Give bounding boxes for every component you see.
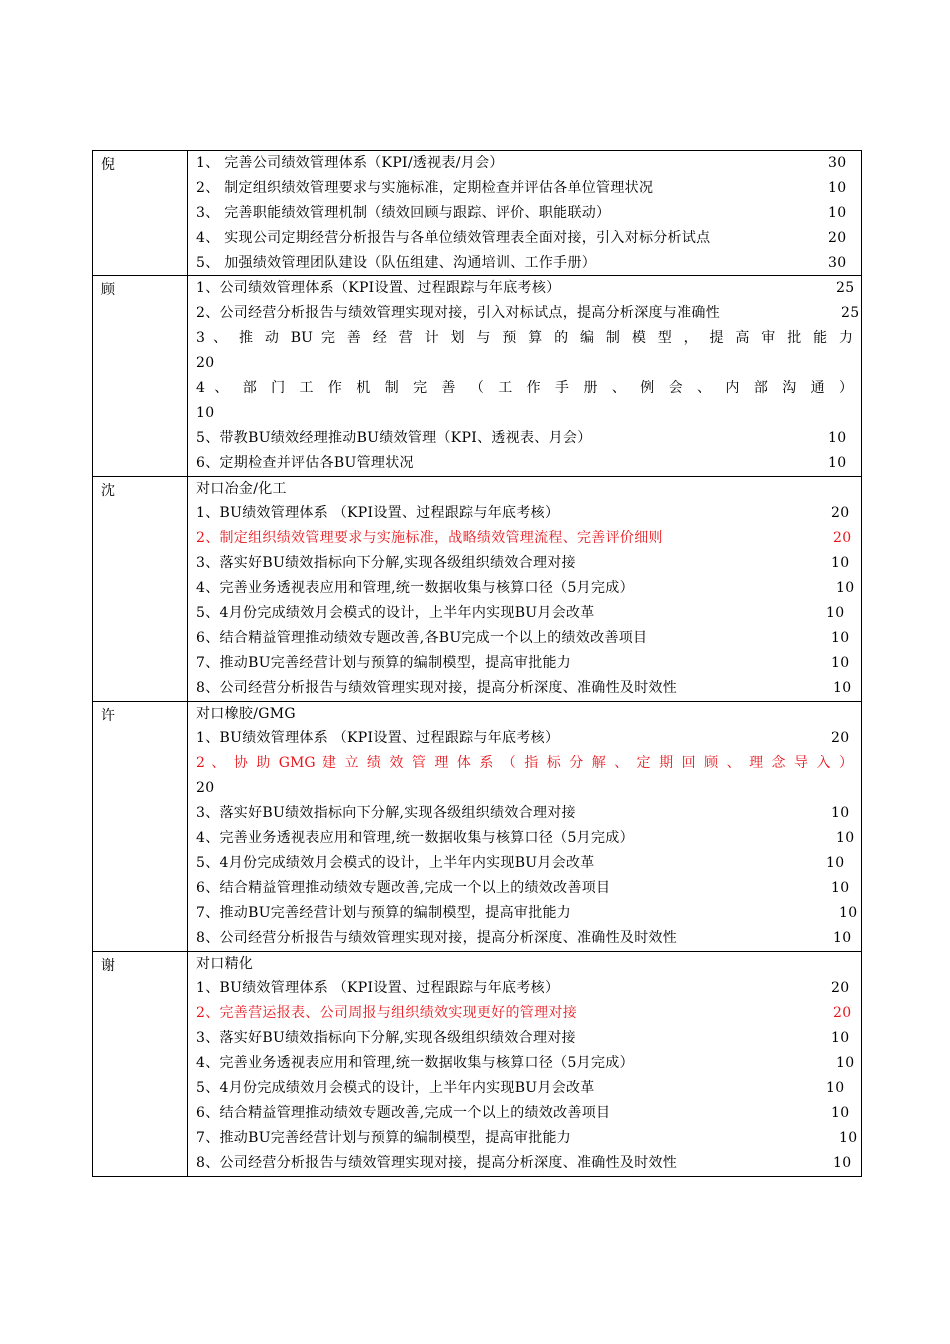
task-line [196,501,853,526]
task-text: 10 [196,404,215,421]
task-line [196,151,853,176]
task-text: 5、4月份完成绩效月会模式的设计，上半年内实现BU月会改革 [196,605,595,622]
task-line [196,901,858,926]
task-score: 25 [836,280,855,297]
task-score: 10 [831,1030,850,1047]
task-text: 1、BU绩效管理体系 （KPI设置、过程跟踪与年底考核） [196,505,560,522]
task-line [196,801,853,826]
task-text: 4、完善业务透视表应用和管理,统一数据收集与核算口径（5月完成） [196,1055,634,1072]
task-score: 20 [833,1005,852,1022]
task-text: 对口精化 [196,955,254,972]
task-line [196,1051,853,1076]
task-line [196,1026,853,1051]
task-text: 1、公司绩效管理体系（KPI设置、过程跟踪与年底考核） [196,280,561,297]
person-name-cell: 谢 [93,951,188,1176]
task-text: 对口冶金/化工 [196,480,287,497]
task-score: 10 [826,854,845,871]
task-list-cell [188,951,862,1176]
performance-task-table [92,150,862,1177]
table-row [93,476,862,701]
task-line [196,201,853,226]
task-line [196,301,860,326]
task-line [196,851,853,876]
task-text: 5、 加强绩效管理团队建设（队伍组建、沟通培训、工作手册） [196,254,597,271]
task-score: 10 [833,929,852,946]
table-row [93,276,862,476]
task-text: 1、 完善公司绩效管理体系（KPI/透视表/月会） [196,155,504,171]
task-line [196,226,853,251]
task-score: 20 [828,229,847,246]
task-list-cell [188,276,862,476]
task-text: 2、制定组织绩效管理要求与实施标准，战略绩效管理流程、完善评价细则 [196,530,663,547]
task-text: 8、公司经营分析报告与绩效管理实现对接，提高分析深度、准确性及时效性 [196,679,678,696]
table-row [93,701,862,951]
task-line [196,251,853,276]
task-line [196,1076,853,1101]
task-line [196,1101,853,1126]
task-text: 3、落实好BU绩效指标向下分解,实现各级组织绩效合理对接 [196,555,576,572]
task-score: 10 [836,830,855,847]
task-score: 10 [833,679,852,696]
task-line [196,401,853,426]
task-score: 10 [831,879,850,896]
task-text: 7、推动BU完善经营计划与预算的编制模型，提高审批能力 [196,1129,572,1146]
task-score: 10 [833,1154,852,1171]
task-line [196,601,853,626]
task-score: 10 [836,1055,855,1072]
task-text: 2、完善营运报表、公司周报与组织绩效实现更好的管理对接 [196,1005,578,1022]
task-list-cell [188,476,862,701]
task-score: 20 [831,730,850,747]
person-name-cell: 许 [93,701,188,951]
task-score: 10 [828,454,847,471]
task-line [196,376,853,401]
task-text: 5、4月份完成绩效月会模式的设计，上半年内实现BU月会改革 [196,854,595,871]
table-row [93,951,862,1176]
task-score: 10 [836,580,855,597]
person-name-cell: 倪 [93,151,188,276]
task-score: 10 [826,605,845,622]
task-score: 30 [828,155,847,171]
task-score: 10 [828,179,847,196]
task-line [196,976,853,1001]
task-text: 4 、 部 门 工 作 机 制 完 善 （ 工 作 手 册 、 例 会 、 内 部 沟 通 ） [196,380,853,397]
task-text: 5、4月份完成绩效月会模式的设计，上半年内实现BU月会改革 [196,1079,595,1096]
task-score: 20 [833,530,852,547]
task-score: 10 [828,204,847,221]
task-line [196,702,853,727]
task-text: 6、结合精益管理推动绩效专题改善,完成一个以上的绩效改善项目 [196,1104,611,1121]
task-line [196,276,853,301]
task-line [196,676,853,701]
task-line [196,826,853,851]
person-name-cell: 沈 [93,476,188,701]
task-score: 10 [831,1104,850,1121]
task-text: 6、结合精益管理推动绩效专题改善,完成一个以上的绩效改善项目 [196,879,611,896]
task-text: 6、结合精益管理推动绩效专题改善,各BU完成一个以上的绩效改善项目 [196,629,648,646]
task-text: 5、带教BU绩效经理推动BU绩效管理（KPI、透视表、月会） [196,429,592,446]
task-text: 7、推动BU完善经营计划与预算的编制模型，提高审批能力 [196,904,572,921]
task-line [196,626,853,651]
task-line [196,952,853,977]
task-text: 6、定期检查并评估各BU管理状况 [196,454,414,471]
task-line [196,351,853,376]
task-score: 10 [831,805,850,822]
task-score: 10 [828,429,847,446]
task-line [196,176,853,201]
task-text: 2、公司经营分析报告与绩效管理实现对接，引入对标试点，提高分析深度与准确性 [196,305,721,322]
task-line [196,926,853,951]
table-body [93,151,862,1177]
task-line [196,426,853,451]
task-score: 10 [831,654,850,671]
task-score: 10 [839,904,858,921]
task-text: 20 [196,780,215,797]
task-score: 10 [826,1079,845,1096]
task-score: 20 [831,980,850,997]
task-text: 4、完善业务透视表应用和管理,统一数据收集与核算口径（5月完成） [196,830,634,847]
task-line [196,651,853,676]
task-score: 10 [831,555,850,572]
task-line [196,551,853,576]
task-score: 10 [831,629,850,646]
task-line [196,326,853,351]
task-list-cell [188,151,862,276]
task-line [196,776,853,801]
task-line [196,876,853,901]
task-list-cell [188,701,862,951]
task-text: 2、 制定组织绩效管理要求与实施标准，定期检查并评估各单位管理状况 [196,179,654,196]
task-score: 10 [839,1129,858,1146]
task-text: 4、完善业务透视表应用和管理,统一数据收集与核算口径（5月完成） [196,580,634,597]
task-text: 3 、 推 动 BU 完 善 经 营 计 划 与 预 算 的 编 制 模 型 ， 提 高 审 批 能 力 [196,330,853,347]
task-text: 对口橡胶/GMG [196,705,296,722]
task-score: 20 [831,505,850,522]
task-text: 8、公司经营分析报告与绩效管理实现对接，提高分析深度、准确性及时效性 [196,1154,678,1171]
task-text: 20 [196,355,215,372]
table-row [93,151,862,276]
task-line [196,526,853,551]
task-line [196,1126,858,1151]
task-text: 1、BU绩效管理体系 （KPI设置、过程跟踪与年底考核） [196,980,560,997]
task-line [196,1001,853,1026]
task-line [196,1151,853,1176]
person-name-cell: 顾 [93,276,188,476]
task-line [196,451,853,476]
task-text: 3、落实好BU绩效指标向下分解,实现各级组织绩效合理对接 [196,1030,576,1047]
task-line [196,726,853,751]
task-line [196,477,853,502]
task-text: 4、 实现公司定期经营分析报告与各单位绩效管理表全面对接，引入对标分析试点 [196,229,711,246]
task-line [196,576,853,601]
task-text: 2 、 协 助 GMG 建 立 绩 效 管 理 体 系 （ 指 标 分 解 、 定 期 回 顾 、 理 念 导 入 ） [196,755,853,772]
task-score: 30 [828,254,847,271]
task-text: 1、BU绩效管理体系 （KPI设置、过程跟踪与年底考核） [196,730,560,747]
task-text: 3、落实好BU绩效指标向下分解,实现各级组织绩效合理对接 [196,805,576,822]
task-text: 7、推动BU完善经营计划与预算的编制模型，提高审批能力 [196,654,572,671]
task-score: 25 [841,305,860,322]
task-text: 3、 完善职能绩效管理机制（绩效回顾与跟踪、评价、职能联动） [196,204,611,221]
task-line [196,751,853,776]
task-text: 8、公司经营分析报告与绩效管理实现对接，提高分析深度、准确性及时效性 [196,929,678,946]
